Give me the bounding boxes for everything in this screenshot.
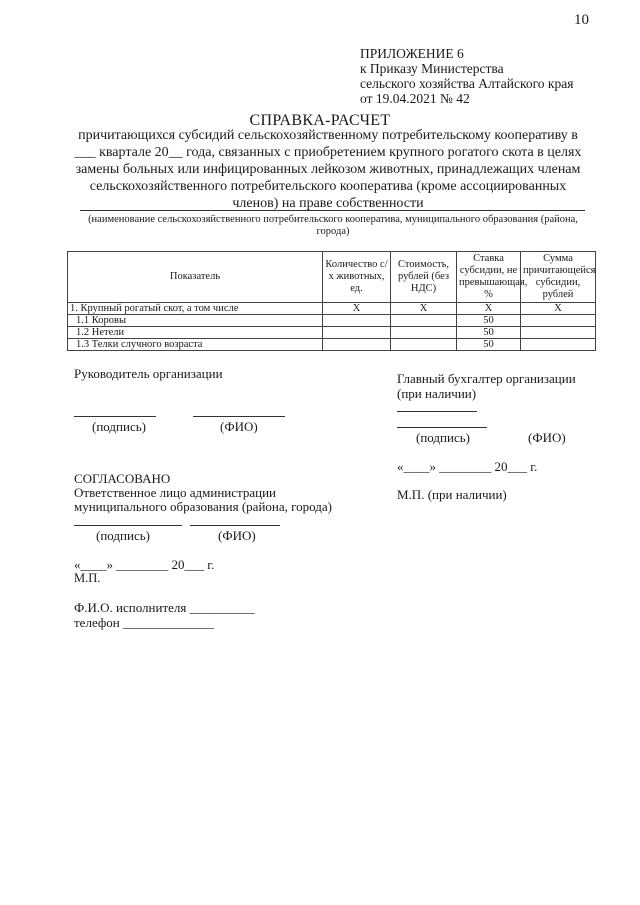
date-field: «____» ________ 20___ г.: [74, 557, 215, 572]
approved-label: СОГЛАСОВАНО: [74, 471, 171, 486]
signature-line: [397, 427, 487, 428]
table-cell: 50: [457, 339, 521, 351]
intro-paragraph: причитающихся субсидий сельскохозяйственному потребительскому кооперативу в ___ квартале 20__ года, связанных с приобретением крупного рогатого скота в целях замены больных или инфицированных лейкозом животных, принадлежащих членам сельскохозяйственного потребительского кооператива (кроме ассоциированных членов) на праве собственности: [74, 128, 582, 211]
appendix-block: [360, 46, 573, 106]
table-cell: X: [521, 303, 596, 315]
responsible-label: муниципального образования (района, города): [74, 499, 332, 514]
document-title: СПРАВКА-РАСЧЕТ: [249, 112, 391, 129]
subsidy-table: [67, 251, 596, 351]
table-cell: 50: [457, 315, 521, 327]
signature-line: [74, 525, 182, 526]
row-label: 1.1 Коровы: [68, 315, 323, 327]
table-row: [68, 327, 596, 339]
row-label: 1. Крупный рогатый скот, а том числе: [68, 303, 323, 315]
name-caption: (ФИО): [528, 430, 566, 445]
signature-caption: (подпись): [96, 528, 150, 543]
table-cell: [391, 315, 457, 327]
name-line: [193, 416, 285, 417]
name-caption: (ФИО): [218, 528, 256, 543]
table-row: [68, 303, 596, 315]
column-header: Стоимость, рублей (без НДС): [391, 252, 457, 303]
executor-field: Ф.И.О. исполнителя __________: [74, 600, 255, 615]
table-cell: X: [457, 303, 521, 315]
table-cell: [521, 315, 596, 327]
name-caption: (ФИО): [220, 419, 258, 434]
table-row: [68, 339, 596, 351]
signature-caption: (подпись): [416, 430, 470, 445]
appendix-line: к Приказу Министерства: [360, 61, 504, 76]
table-cell: [323, 327, 391, 339]
org-name-line: [80, 210, 585, 211]
table-cell: 50: [457, 327, 521, 339]
name-line: [190, 525, 280, 526]
table-header-row: [68, 252, 596, 303]
phone-field: телефон ______________: [74, 615, 214, 630]
table-cell: X: [323, 303, 391, 315]
stamp-note: М.П.: [74, 571, 101, 585]
stamp-note: М.П. (при наличии): [397, 487, 507, 502]
column-header: Показатель: [68, 252, 323, 303]
signature-caption: (подпись): [92, 419, 146, 434]
table-cell: [391, 327, 457, 339]
column-header: Ставка субсидии, не превышающая, %: [457, 252, 521, 303]
table-cell: [323, 315, 391, 327]
table-cell: X: [391, 303, 457, 315]
page-number: 10: [574, 12, 589, 28]
row-label: 1.3 Телки случного возраста: [68, 339, 323, 351]
table-cell: [323, 339, 391, 351]
table-cell: [521, 327, 596, 339]
table-row: [68, 315, 596, 327]
accountant-note: (при наличии): [397, 386, 477, 401]
appendix-line: от 19.04.2021 № 42: [360, 91, 470, 106]
head-label: Руководитель организации: [74, 366, 223, 381]
appendix-line: сельского хозяйства Алтайского края: [360, 76, 574, 91]
org-name-caption: (наименование сельскохозяйственного потребительского кооператива, муниципального образования (района, города): [88, 214, 578, 237]
row-label: 1.2 Нетели: [68, 327, 323, 339]
signature-line: [397, 411, 477, 412]
accountant-label: Главный бухгалтер организации: [397, 371, 576, 386]
table-cell: [391, 339, 457, 351]
date-field: «____» ________ 20___ г.: [397, 459, 538, 474]
column-header: Сумма причитающейся субсидии, рублей: [521, 252, 596, 303]
column-header: Количество с/х животных, ед.: [323, 252, 391, 303]
appendix-line: ПРИЛОЖЕНИЕ 6: [360, 46, 464, 61]
table-cell: [521, 339, 596, 351]
signature-line: [74, 416, 156, 417]
responsible-label: Ответственное лицо администрации: [74, 485, 277, 500]
